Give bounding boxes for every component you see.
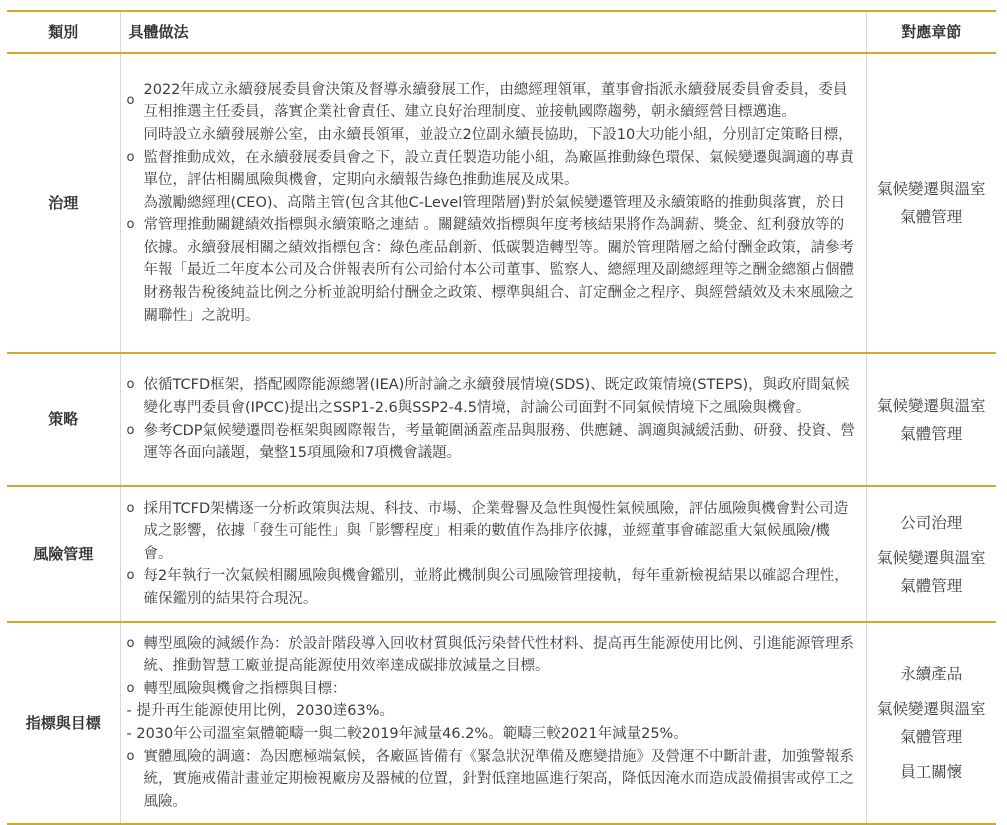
chapter-cell <box>866 353 996 486</box>
item-text: 2022年成立永續發展委員會決策及督導永續發展工作，由總經理領軍，董事會指派永續發展委員會委員，委員互相推選主任委員，落實企業社會責任、建立良好治理制度、並接軌國際趨勢，朝永續經營目標邁進。 <box>143 81 848 121</box>
list-item <box>127 633 858 678</box>
item-text: 每2年執行一次氣候相關風險與機會鑑別，並將此機制與公司風險管理接軌，每年重新檢視結果以確認合理性，確保鑑別的結果符合現況。 <box>143 568 849 607</box>
bullet-icon: o <box>126 377 135 393</box>
table-header-row <box>7 11 996 53</box>
chapter-label: 氣候變遷與溫室 <box>876 180 986 198</box>
list-item <box>127 498 858 566</box>
method-cell <box>120 53 866 353</box>
method-cell <box>120 622 866 824</box>
chapter-spacer <box>867 751 997 758</box>
chapter-label: 氣候變遷與溫室 <box>876 548 986 567</box>
item-text: - 提升再生能源使用比例，2030達63%。 <box>126 703 394 720</box>
item-text: 同時設立永續發展辦公室，由永續長領軍，並設立2位副永續長協助，下設10大功能小組，分別訂定策略目標，監督推動成效，在永續發展委員會之下，設立責任製造功能小組，為廠區推動綠色環保、氣候變遷與調適的專責單位，評估相關風險與機會，定期向永續報告綠色推動進展及成果。 <box>143 126 854 189</box>
chapter-label: 氣體管理 <box>900 424 963 443</box>
bullet-icon: o <box>126 680 135 696</box>
chapter-label: 員工關懷 <box>900 763 963 781</box>
chapter-label: 氣候變遷與溫室 <box>876 700 986 718</box>
list-item <box>127 124 858 192</box>
bullet-icon: o <box>126 216 135 232</box>
method-cell <box>120 486 866 622</box>
bullet-icon: o <box>126 635 135 651</box>
bullet-icon: o <box>126 500 135 516</box>
category-cell: 指標與目標 <box>7 622 120 824</box>
item-text: 實體風險的調適：為因應極端氣候，各廠區皆備有《緊急狀況準備及應變措施》及營運不中斷計畫，加強警報系統，實施戒備計畫並定期檢視廠房及器械的位置，針對低窪地區進行架高，降低因淹水而造成設備損害或停工之風險。 <box>143 748 854 810</box>
list-item <box>127 374 858 419</box>
bullet-icon: o <box>126 748 135 764</box>
header-category: 類別 <box>7 11 120 53</box>
header-method: 具體做法 <box>120 11 866 53</box>
bullet-icon: o <box>126 93 135 109</box>
list-item <box>127 723 858 746</box>
category-cell: 治理 <box>7 53 120 353</box>
chapter-cell <box>866 486 996 622</box>
bullet-icon: o <box>126 149 135 165</box>
item-text: 依循TCFD框架，搭配國際能源總署(IEA)所討論之永續發展情境(SDS)、既定政策情境(STEPS)，與政府間氣候變化專門委員會(IPCC)提出之SSP1-2.6與SSP2-4.5情境，討論公司面對不同氣候情境下之風險與機會。 <box>143 377 850 416</box>
list-item <box>127 746 858 814</box>
item-text: 轉型風險的減緩作為：於設計階段導入回收材質與低污染替代性材料、提高再生能源使用比例、引進能源管理系統、推動智慧工廠並提高能源使用效率達成碳排放減量之目標。 <box>143 635 854 675</box>
chapter-label: 氣體管理 <box>900 728 963 746</box>
chapter-spacer <box>867 688 997 695</box>
item-text: 轉型風險與機會之指標與目標： <box>143 680 347 697</box>
list-item <box>127 565 858 610</box>
category-cell: 策略 <box>7 353 120 486</box>
category-cell: 風險管理 <box>7 486 120 622</box>
tcfd-disclosure-table <box>7 10 996 825</box>
chapter-label: 氣體管理 <box>900 576 963 595</box>
item-text: 採用TCFD架構逐一分析政策與法規、科技、市場、企業聲譽及急性與慢性氣候風險，評估風險與機會對公司造成之影響，依據「發生可能性」與「影響程度」相乘的數值作為排序依據，並經董事會確認重大氣候風險/機會。 <box>143 500 849 562</box>
bullet-icon: o <box>126 422 135 438</box>
chapter-spacer <box>867 537 997 544</box>
list-item <box>127 192 858 328</box>
item-text: 為激勵總經理(CEO)、高階主管(包含其他C-Level管理階層)對於氣候變遷管理及永續策略的推動與落實，於日常管理推動關鍵績效指標與永續策略之連結 。關鍵績效指標與年度考核結果將作為調薪、獎金、紅利發放等的依據。永續發展相關之績效指標包含：綠色產品創新、低碳製造轉型等。關於管理階層之給付酬金政策，請參考年報「最近二年度本公司及合併報表所有公司給付本公司董事、監察人、總經理及副總經理等之酬金總額占個體財務報告稅後純益比例之分析並說明給付酬金之政策、標準與組合、訂定酬金之程序、與經營績效及未來風險之關聯性」之說明。 <box>143 194 854 324</box>
item-text: 參考CDP氣候變遷問卷框架與國際報告，考量範圍涵蓋產品與服務、供應鏈、調適與減緩活動、研發、投資、營運等各面向議題，彙整15項風險和7項機會議題。 <box>143 422 856 462</box>
chapter-label: 永續產品 <box>900 665 963 683</box>
table-row-governance <box>7 53 996 353</box>
list-item <box>127 678 858 701</box>
chapter-cell <box>866 53 996 353</box>
chapter-cell <box>866 622 996 824</box>
list-item <box>127 79 858 124</box>
list-item <box>127 700 858 723</box>
list-item <box>127 420 858 465</box>
item-text: - 2030年公司溫室氣體範疇一與二較2019年減量46.2%。範疇三較2021年減量25%。 <box>126 726 688 742</box>
chapter-label: 氣候變遷與溫室 <box>876 396 986 415</box>
table-row-strategy <box>7 353 996 486</box>
table-row-metrics-targets <box>7 622 996 824</box>
table-row-risk-management <box>7 486 996 622</box>
chapter-label: 公司治理 <box>900 513 963 532</box>
chapter-label: 氣體管理 <box>900 208 963 226</box>
method-cell <box>120 353 866 486</box>
header-chapter: 對應章節 <box>866 11 996 53</box>
bullet-icon: o <box>126 568 135 584</box>
